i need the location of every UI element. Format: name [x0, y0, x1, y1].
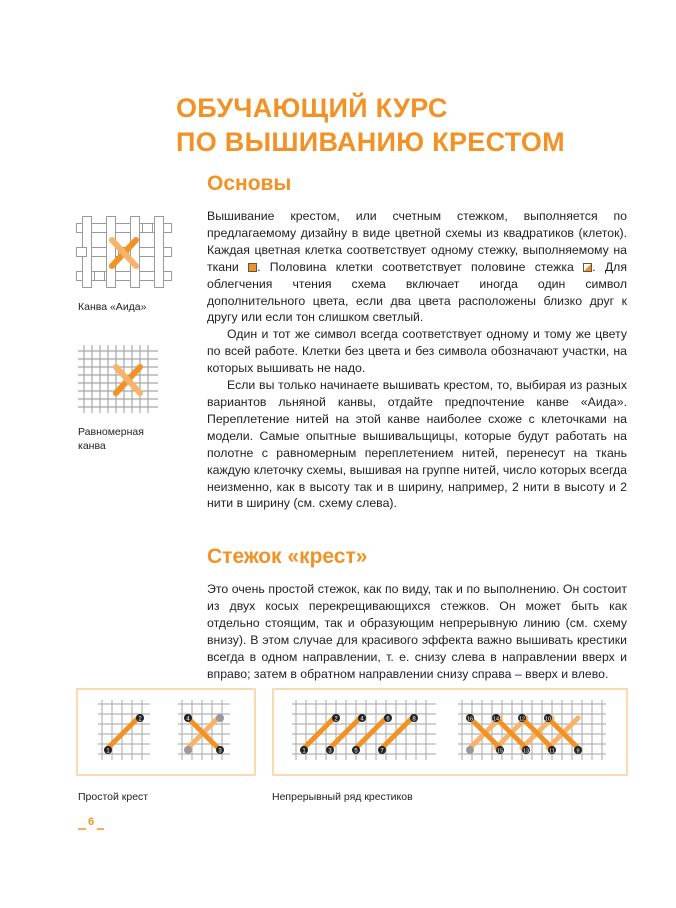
row-right-top-label: 14	[492, 716, 500, 723]
row-right-top-label: 12	[518, 716, 526, 723]
basics-paragraph-2: Один и тот же символ всегда соответствует одному и тому же цвету по всей работе. Клетки без цвета и без символа обозначают участки, на которых вышивать не надо.	[207, 327, 627, 376]
row-right-top-label: 10	[544, 716, 552, 723]
section-heading-basics: Основы	[207, 172, 292, 195]
row-left-bottom-label: 7	[380, 748, 384, 755]
simple-step1-bottom-label: 1	[106, 748, 110, 755]
row-right-bottom-label: 15	[496, 748, 504, 755]
row-right-bottom-label: 13	[522, 748, 530, 755]
basics-paragraph-1	[207, 208, 627, 326]
basics-p1-part-a: Вышивание крестом, или счетным стежком, выполняется по предлагаемому дизайну в виде цветной схемы из квадратиков (клеток). Каждая цветная клетка соответствует одному стежку, выполняемому на ткани	[207, 209, 627, 274]
row-right-bottom-label: 9	[576, 748, 580, 755]
basics-body	[207, 208, 627, 512]
row-left-top-label: 4	[360, 716, 364, 723]
row-left-top-label: 8	[412, 716, 416, 723]
simple-cross-panel	[76, 688, 256, 776]
row-right-top-label: 16	[466, 716, 474, 723]
caption-continuous-row: Непрерывный ряд крестиков	[272, 791, 413, 803]
basics-paragraph-3: Если вы только начинаете вышивать крестом, то, выбирая из разных вариантов льняной канвы, отдайте предпочтение канве «Аида». Переплетение нитей на этой канве наиболее схоже с клеточками на модели. Самые опытные вышивальщицы, которые будут работать на полотне с равномерным переплетением нитей, перенесут на ткань каждую клеточку схемы, вышивая на группе нитей, число которых всегда неизменно, как в высоту так и в ширину, например, 2 нити в высоту и 2 нити в ширину (см. схему слева).	[207, 378, 627, 511]
half-stitch-symbol-icon	[583, 260, 592, 269]
section-heading-cross-stitch: Стежок «крест»	[207, 545, 368, 568]
needle-point-1-ghost	[184, 746, 192, 754]
caption-aida: Канва «Аида»	[78, 301, 147, 313]
continuous-row-panel	[272, 688, 628, 776]
page-number: 6	[88, 816, 95, 828]
needle-point-2-ghost	[216, 714, 224, 722]
row-left-bottom-label: 1	[302, 748, 306, 755]
aida-canvas-illustration	[76, 216, 172, 293]
caption-evenweave: Равномерная канва	[78, 426, 144, 452]
simple-step1-top-label: 2	[138, 716, 142, 723]
basics-p1-part-c: . Для облегчения чтения схема включает иногда один символ дополнительного цвета, если два цвета расположены близко друг к другу или если тон слишком светлый.	[207, 259, 628, 325]
row-right-bottom-label: 11	[549, 748, 555, 755]
page-title	[176, 91, 636, 159]
evenweave-canvas-illustration	[78, 345, 158, 418]
title-line-1: ОБУЧАЮЩИЙ КУРС	[176, 93, 448, 123]
full-stitch-symbol-icon	[248, 260, 257, 269]
row-left-bottom-label: 5	[354, 748, 358, 755]
row-left-bottom-label: 3	[328, 748, 332, 755]
cross-paragraph-1: Это очень простой стежок, как по виду, так и по выполнению. Он состоит из двух косых перекрещивающихся стежков. Он может быть как отдельно стоящим, так и образующим непрерывную линию (см. схему внизу). В этом случае для красивого эффекта важно вышивать крестики всегда в одном направлении, т. е. снизу слева в направлении вверх и вправо; затем в обратном направлении снизу справа – вверх и влево.	[207, 582, 627, 681]
cross-stitch-body	[207, 581, 627, 682]
row-left-top-label: 6	[386, 716, 390, 723]
row-left-top-label: 2	[334, 716, 338, 723]
simple-step2-top-label: 4	[186, 716, 190, 723]
simple-step2-bottom-label: 3	[218, 748, 222, 755]
basics-p1-part-b: . Половина клетки соответствует половине стежка	[257, 259, 574, 274]
title-line-2: ПО ВЫШИВАНИЮ КРЕСТОМ	[176, 127, 565, 157]
caption-simple-cross: Простой крест	[78, 791, 149, 803]
